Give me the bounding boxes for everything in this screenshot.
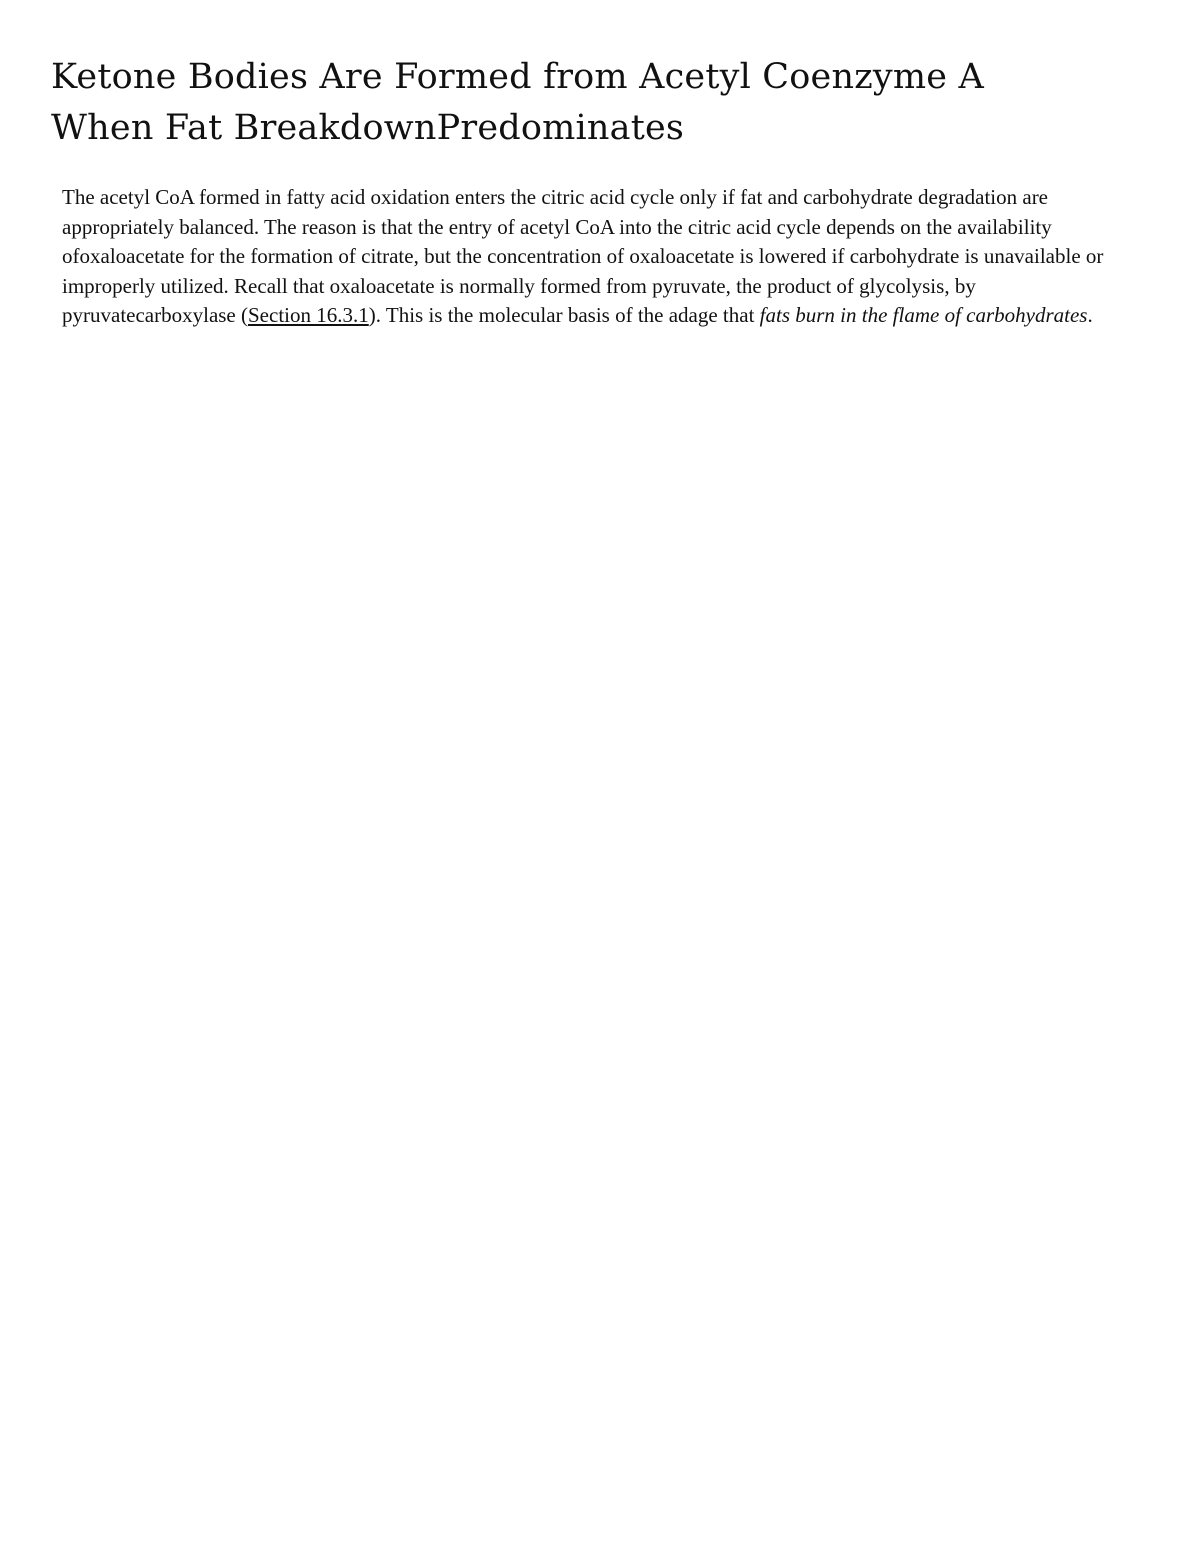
paragraph-text-before-link: The acetyl CoA formed in fatty acid oxidation enters the citric acid cycle only if fat and carbohydrate degradation are appropriately balanced. The reason is that the entry of acetyl CoA into the citric acid cycle depends on the availability ofoxaloacetate for the formation of citrate, but the concentration of oxaloacetate is lowered if carbohydrate is unavailable or improperly utilized. Recall that oxaloacetate is normally formed from pyruvate, the product of glycolysis, by pyruvatecarboxylase ( bbox=[62, 185, 1104, 328]
italic-adage: fats burn in the flame of carbohydrates bbox=[759, 303, 1088, 328]
body-paragraph bbox=[62, 183, 1128, 331]
section-link[interactable]: Section 16.3.1 bbox=[248, 303, 369, 328]
paragraph-text-after-link: ). This is the molecular basis of the adage that bbox=[368, 303, 760, 328]
heading-line-2: When Fat BreakdownPredominates bbox=[51, 108, 685, 148]
paragraph-end: . bbox=[1087, 303, 1093, 328]
section-heading bbox=[51, 52, 1131, 154]
heading-line-1: Ketone Bodies Are Formed from Acetyl Coenzyme A bbox=[51, 57, 984, 97]
